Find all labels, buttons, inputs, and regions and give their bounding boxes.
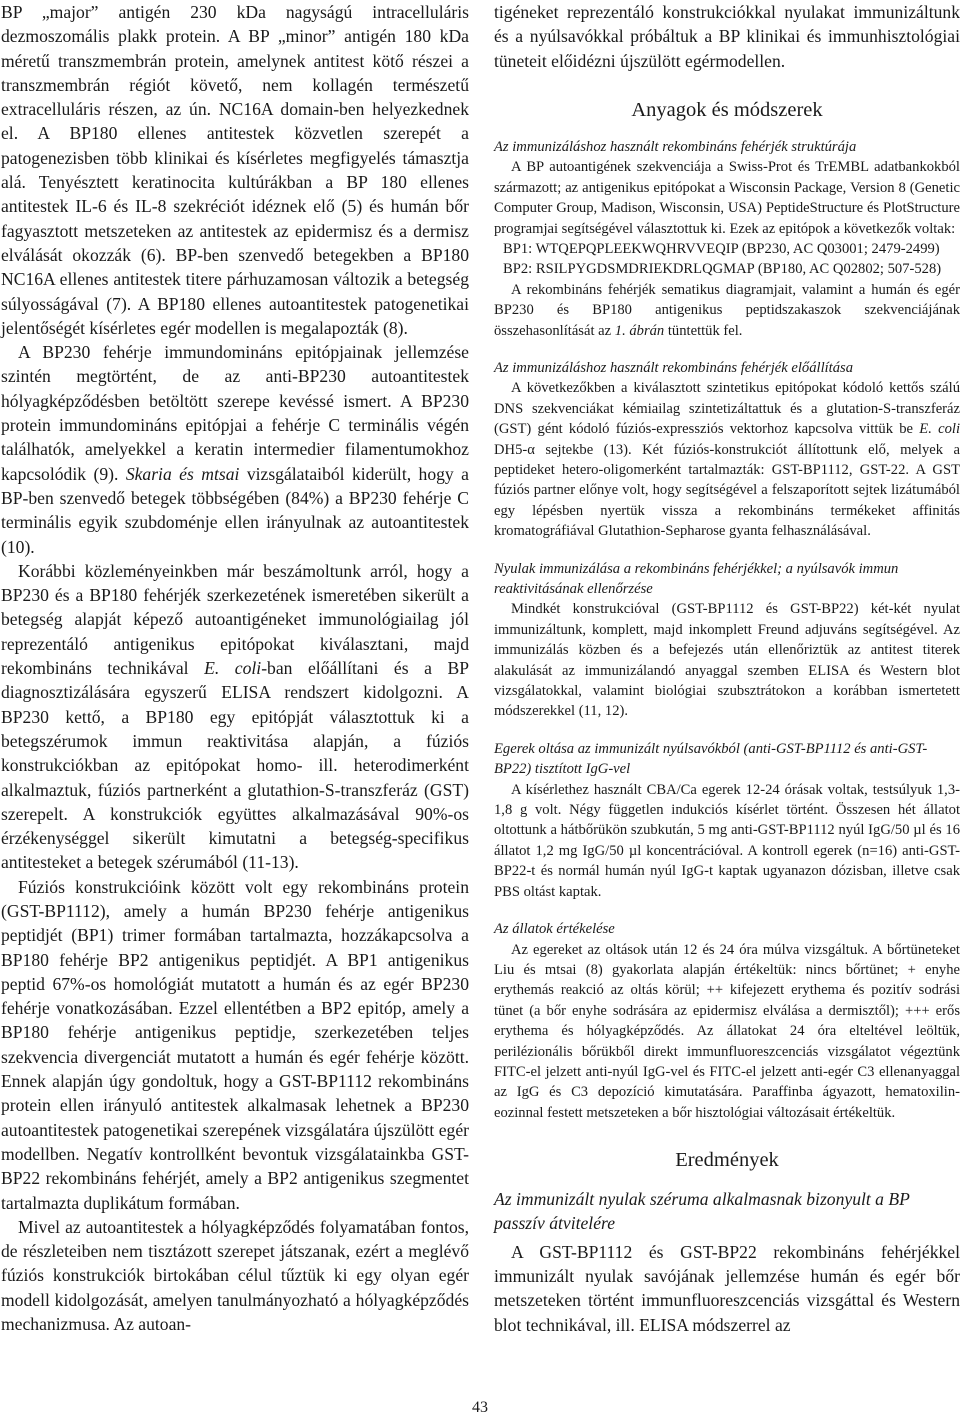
- subsection-title-mice-injection: Egerek oltása az immunizált nyúlsavókból (anti-GST-BP1112 és anti-GST-BP22) tisztított IgG-vel: [494, 740, 928, 778]
- diagram-ref-end: tüntettük fel.: [664, 322, 743, 339]
- structure-paragraph: A BP autoantigének szekvenciája a Swiss-Prot és TrEMBL adatbankokból származott; az antigenikus epitópokat a Wisconsin Package, Version 8 (Genetic Computer Group, Madison, Wisconsin, USA) PeptideStructure és PlotStructure programjai segítségével választottuk ki. Ezek az epitópok a következők voltak:: [494, 159, 960, 237]
- production-rest: DH5-α sejtekbe (13). Két fúziós-konstrukciót állítottunk elő, melyek a peptideket hetero-oligomerként tartalmazták: GST-BP1112, GST-22. A GST fúziós partner előnye volt, hogy segítségével a felszaporított sejtek lizátumából egy lépésben nyertük vissza a rekombináns termékeket affinitás kromatográfiával Glutathion-Sepharose gyanta felhasználásával.: [494, 441, 960, 540]
- subsection-title-structure: Az immunizáláshoz használt rekombináns fehérjék struktúrája: [494, 138, 857, 155]
- left-column: [1, 0, 469, 1336]
- sequence-bp1: BP1: WTQEPQPLEEKWQHRVVEQIP (BP230, AC Q03001; 2479-2499): [503, 240, 940, 257]
- figure-reference: 1. ábrán: [614, 322, 665, 339]
- skaria-text: vizsgálataiból kiderült, hogy a BP-ben szenvedő betegek többségében (84%) a BP230 fehérje C terminális egyik szubdoménje ellen irányulnak az autoantitestek (10).: [1, 463, 469, 557]
- ecoli-rest-text: -ban előállítani és a BP diagnosztizálására egyszerű ELISA rendszert kidolgozni. A BP230 kettő, a BP180 egy epitópját választottuk ki a betegszérumok immun reaktivitása alapján, a fúziós konstrukciókban az epitópokat homo- ill. heterodimerként alkalmaztuk, fúziós partnerként a glutathion-S-transzferáz (GST) szerepelt. A konstrukciók együttes alkalmazásával 90%-os érzékenységgel sikerült kimutatni a betegség-specifikus antitesteket a betegek szérumából (11-13).: [1, 658, 469, 873]
- evaluation-paragraph: Az egereket az oltások után 12 és 24 óra múlva vizsgáltuk. A bőrtüneteket Liu és mtsai (8) gyakorlata alapján értékeltük: nincs bőrtünet; + enyhe erythemás reakció az oltás körül; ++ kifejezett erythema és pozitív sodrási tünet (a bőr enyhe sodrására az epidermisz elválása a dermisztől); +++ erős erythema és hólyagképződés. Az állatokat 24 óra elteltével leöltük, perilézionális bőrükből direkt immunfluoreszcenciás vizsgálatot végeztünk FITC-el jelzett anti-nyúl IgG-vel és FITC-el jelzett anti-egér C3 ellenanyaggal az IgG és C3 depozíció kimutatására. Paraffinba ágyazott, hematoxilin-eozinnal festett metszeteken a bőr hisztológiai változásait értékeltük.: [494, 941, 960, 1121]
- production-paragraph: [494, 378, 960, 541]
- immunization-paragraph: Mindkét konstrukcióval (GST-BP1112 és GST-BP22) két-két nyulat immunizáltunk, komplett, majd inkomplett Freund adjuváns segítségével. Az immunizálás közben és a befejezés után ellenőriztük az antitest titerek alakulását az immunizálandó anyaggal szemben ELISA és Western blot vizsgálatokkal, valamint biológiai szubsztrátokon a korábban ismertetett módszerekkel (11, 12).: [494, 601, 960, 720]
- diagram-ref-text: A rekombináns fehérjék sematikus diagramjait, valamint a humán és egér BP230 és BP180 antigenikus peptidszakaszok szekvenciájának összehasonlítását az: [494, 281, 960, 339]
- subsection-title-evaluation: Az állatok értékelése: [494, 921, 615, 938]
- intro-continuation: tigéneket reprezentáló konstrukciókkal nyulakat immunizáltunk és a nyúlsavókkal próbáltuk a BP klinikai és immunhisztológiai tüneteit előidézni újszülött egérmodellen.: [494, 2, 960, 71]
- ecoli-term: E. coli: [204, 658, 262, 679]
- production-text: A következőkben a kiválasztott szintetikus epitópokat kódoló kettős szálú DNS szekvenciákat kémiailag szintetizáltattuk és a glutation-S-transzferáz (GST) gént kódoló fúziós-expressziós vektorhoz kapcsolva vittük be: [494, 380, 960, 438]
- previous-work-paragraph: [1, 559, 469, 875]
- mice-injection-paragraph: A kísérlethez használt CBA/Ca egerek 12-24 órásak voltak, testsúlyuk 1,3-1,8 g volt. Négy független indukciós kísérlet történt. Összesen hét állatot oltottunk a hátbőrükön szubkután, 5 mg anti-GST-BP1112 nyúl IgG/50 µl és 16 állatot 1,2 mg IgG/50 µl koncentrációval. A kontroll egerek (n=16) anti-GST-BP22-t és normál humán nyúl IgG-t kaptak ugyanazon dózisban, illetve csak PBS oltást kaptak.: [494, 781, 960, 900]
- methods-heading: Anyagok és módszerek: [631, 98, 823, 121]
- bp230-epitope-paragraph: [1, 340, 469, 559]
- page-number: 43: [472, 1399, 488, 1416]
- skaria-citation: Skaria és mtsai: [125, 463, 240, 484]
- intro-paragraph: BP „major” antigén 230 kDa nagyságú intracelluláris dezmoszomális plakk protein. A BP „minor” antigén 180 kDa méretű transzmembrán protein, amelynek antitest kötő részei a transzmembrán régiót követő, nem kollagén természetű extracelluláris részen, az ún. NC16A domain-ben helyezkednek el. A BP180 ellenes antitestek közvetlen szerepét a patogenezisben több klinikai és kísérletes megfigyelés támasztja alá. Tenyésztett keratinocita kultúrákban a BP 180 ellenes antitestek IL-6 és IL-8 szekréciót idéznek elő (5) és humán bőr fagyasztott metszeteken az antitestek az epidermisz és a dermisz elválását okozzák (6). BP-ben szenvedő betegekben a BP180 NC16A ellenes antitestek titere párhuzamosan változik a betegség súlyosságával (7). A BP180 ellenes autoantitestek patogenetikai jelentőségét kísérletes egér modellen is megalapozták (8).: [1, 2, 469, 338]
- bp230-text: A BP230 fehérje immundomináns epitópjainak jellemzése szintén megtörtént, de az anti-BP230 autoantitestek hólyagképződésben betöltött szerepe kevéssé ismert. A BP230 protein immundomináns epitópjai a fehérje C terminális végén találhatók, amelyekkel a keratin intermedier filamentumokhoz kapcsolódik (9).: [1, 342, 469, 484]
- results-subsection-title: Az immunizált nyulak széruma alkalmasnak bizonyult a BP passzív átvitelére: [494, 1189, 910, 1234]
- subsection-title-production: Az immunizáláshoz használt rekombináns fehérjék előállítása: [494, 359, 854, 376]
- diagram-reference-paragraph: [494, 280, 960, 341]
- subsection-title-immunization: Nyulak immunizálása a rekombináns fehérjékkel; a nyúlsavók immun reaktivitásának ellenőrzése: [494, 560, 899, 598]
- results-heading: Eredmények: [675, 1149, 779, 1172]
- previous-work-text: Korábbi közleményeinkben már beszámoltunk arról, hogy a BP230 és a BP180 fehérjék szerkezetének ismeretében sikerült a betegség alapját képező autoantigéneket immunológiailag jól reprezentáló antigenikus epitópokat kiválasztani, majd rekombináns technikával: [1, 560, 469, 679]
- aim-paragraph: Mivel az autoantitestek a hólyagképződés folyamatában fontos, de részleteiben nem tisztázott szerepet játszanak, ezért a meglévő fúziós konstrukciók birtokában célul tűztük ki egy olyan egér modell kidolgozását, amelyen tanulmányozható a hólyagképződés mechanizmusa. Az autoan-: [1, 1216, 469, 1335]
- results-paragraph: A GST-BP1112 és GST-BP22 rekombináns fehérjékkel immunizált nyulak savójának jellemzése humán és egér bőr metszeteken történt immunfluoreszcenciás vizsgáttal és Western blot technikával, ill. ELISA módszerrel az: [494, 1241, 960, 1335]
- fusion-construct-paragraph: Fúziós konstrukcióink között volt egy rekombináns protein (GST-BP1112), amely a humán BP230 fehérje antigenikus peptidjét (BP1) trimer formában tartalmazta, hozzákapcsolva a BP180 fehérje BP2 antigenikus peptidjét. A BP1 antigenikus peptid 67%-os homológiát mutatott a humán és az egér BP230 fehérje vonatkozásában. Ezzel ellentétben a BP2 epitóp, amely a BP180 fehérje antigenikus peptidje, szerkezetében teljes szekvencia divergenciát mutatott a humán és egér fehérje között. Ennek alapján úgy gondoltuk, hogy a GST-BP1112 rekombináns protein ellen irányuló antitestek alkalmasak lehetnek a BP230 autoantitestek patogenetikai szerepének vizsgálatára újszülött egér modellben. Negatív kontrollként bevontuk vizsgálatainkba GST-BP22 rekombináns fehérjét, amely a BP2 antigenikus szegmentet tartalmazta duplikátum formában.: [1, 876, 469, 1213]
- right-column: [494, 0, 960, 1337]
- ecoli-term-right: E. coli: [919, 421, 960, 438]
- sequence-bp2: BP2: RSILPYGDSMDRIEKDRLQGMAP (BP180, AC Q02802; 507-528): [503, 261, 942, 278]
